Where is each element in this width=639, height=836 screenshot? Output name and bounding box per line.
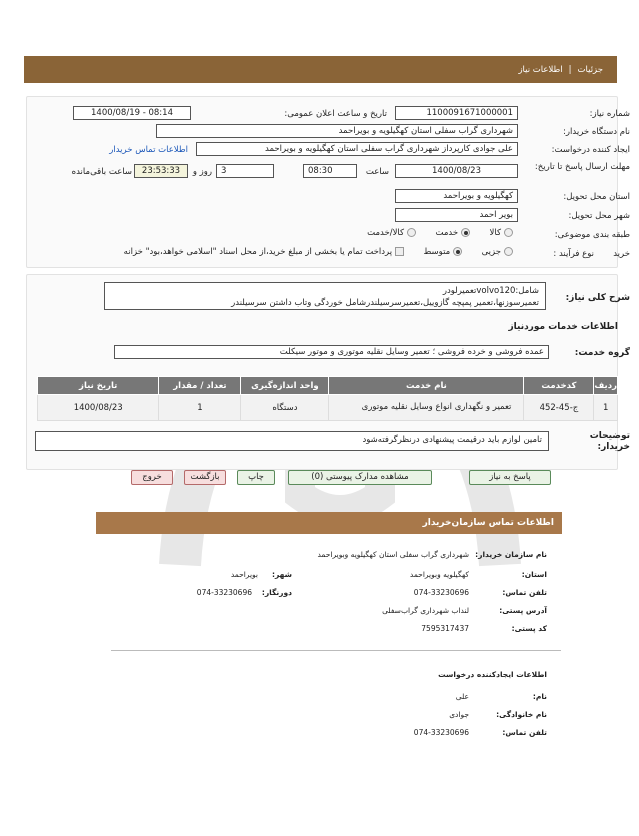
group-field: عمده فروشی و خرده فروشی ؛ تعمیر وسایل نقلیه موتوری و موتور سیکلت <box>114 345 549 359</box>
desc-field <box>104 282 546 310</box>
creator-phone: 074-33230696 <box>413 728 469 737</box>
cat-service-radio[interactable] <box>461 228 470 237</box>
deadline-time-label: ساعت <box>365 167 389 177</box>
contact-province: کهگیلویه وبویراحمد <box>409 570 469 579</box>
contact-phone: 074-33230696 <box>413 588 469 597</box>
contact-divider <box>111 650 561 651</box>
proc-medium-radio[interactable] <box>453 247 462 256</box>
contact-postal: 7595317437 <box>421 624 469 633</box>
tab-need-info[interactable]: اطلاعات نیاز <box>518 64 563 75</box>
need-number-label: شماره نیاز: <box>589 109 630 119</box>
back-button[interactable]: بازگشت <box>184 470 226 485</box>
col-date: تاریخ نیاز <box>38 377 159 395</box>
city-field: بویر احمد <box>395 208 518 222</box>
cat-goods-service-radio[interactable] <box>407 228 416 237</box>
col-row: ردیف <box>594 377 618 395</box>
contact-address-label: آدرس پستی: <box>499 606 547 615</box>
process-label: نوع فرآیند : <box>553 249 594 259</box>
proc-medium-label: متوسط <box>423 247 451 257</box>
cell-unit: دستگاه <box>241 395 329 421</box>
category-options <box>367 228 513 238</box>
announce-label: تاریخ و ساعت اعلان عمومی: <box>284 109 387 119</box>
cell-date: 1400/08/23 <box>38 395 159 421</box>
tab-details[interactable]: جزئیات <box>577 64 603 75</box>
contact-fax: 074-33230696 <box>196 588 252 597</box>
city-label: شهر محل تحویل: <box>568 211 630 221</box>
reply-button[interactable]: پاسخ به نیاز <box>469 470 551 485</box>
creator-first: علی <box>455 692 469 701</box>
desc-line-2: تعمیرسوزنها،تعمیر پمپچه گازوییل،تعمیرسرسیلندرشامل خوردگی وتاب داشتن سرسیلندر <box>231 298 539 308</box>
creator-last-label: نام خانوادگی: <box>496 710 547 719</box>
category-label: طبقه بندی موضوعی: <box>554 230 630 240</box>
contact-city-label: شهر: <box>272 570 292 579</box>
contact-org: شهرداری گراب سفلی استان کهگیلویه وبویراحمد <box>317 550 469 559</box>
contact-phone-label: تلفن تماس: <box>502 588 547 597</box>
col-unit: واحد اندازه‌گیری <box>241 377 329 395</box>
contact-fax-label: دورنگار: <box>261 588 292 597</box>
table-header-row <box>38 377 618 395</box>
cell-row: 1 <box>594 395 618 421</box>
proc-small-label: جزیی <box>481 247 501 257</box>
group-label: گروه خدمت: <box>574 348 630 358</box>
buyer-org-label: نام دستگاه خریدار: <box>563 127 630 137</box>
cat-service-label: خدمت <box>435 228 459 238</box>
contact-province-label: استان: <box>521 570 547 579</box>
notes-field: تامین لوازم باید درقیمت پیشنهادی درنظرگرفته‌شود <box>35 431 549 451</box>
announce-field: 1400/08/19 - 08:14 <box>73 106 191 120</box>
col-code: کدخدمت <box>524 377 594 395</box>
creator-last: جوادی <box>449 710 469 719</box>
attachments-button[interactable]: مشاهده مدارک پیوستی (0) <box>288 470 432 485</box>
contact-section-title: اطلاعات تماس سازمان‌خریدار <box>96 512 562 534</box>
desc-label: شرح کلی نیاز: <box>565 293 630 303</box>
top-nav-bar <box>24 56 617 83</box>
cell-name: تعمیر و نگهداری انواع وسایل نقلیه موتوری <box>329 395 524 421</box>
payment-checkbox[interactable] <box>395 247 404 256</box>
nav-separator: | <box>568 64 572 75</box>
contact-city: بویراحمد <box>230 570 258 579</box>
proc-purchase-label: خرید <box>613 249 630 259</box>
items-table-wrap <box>37 376 618 421</box>
col-name: نام خدمت <box>329 377 524 395</box>
buyer-contact-link[interactable]: اطلاعات تماس خریدار <box>109 145 188 155</box>
payment-note: پرداخت تمام یا بخشی از مبلغ خرید،از محل اسناد "اسلامی خواهد،بود" خزانه <box>123 247 393 257</box>
col-qty: تعداد / مقدار <box>159 377 241 395</box>
requester-label: ایجاد کننده درخواست: <box>551 145 630 155</box>
creator-title: اطلاعات ایجادکننده درخواست <box>438 670 547 679</box>
province-label: استان محل تحویل: <box>563 192 630 202</box>
proc-small-radio[interactable] <box>504 247 513 256</box>
cell-code: ج-45-452 <box>524 395 594 421</box>
cat-goods-radio[interactable] <box>504 228 513 237</box>
need-number-field: 1100091671000001 <box>395 106 518 120</box>
contact-address: لنداب شهرداری گراب‌سفلی <box>382 606 469 615</box>
need-info-panel <box>26 96 618 268</box>
table-row <box>38 395 618 421</box>
deadline-time-field: 08:30 <box>303 164 357 178</box>
contact-org-label: نام سازمان خریدار: <box>475 550 547 559</box>
province-field: کهگیلویه و بویراحمد <box>395 189 518 203</box>
remaining-time-field: 23:53:33 <box>134 164 188 178</box>
print-button[interactable]: چاپ <box>237 470 275 485</box>
deadline-label: مهلت ارسال پاسخ تا تاریخ: <box>534 162 630 172</box>
deadline-date-field: 1400/08/23 <box>395 164 518 178</box>
days-label: روز و <box>192 167 212 177</box>
exit-button[interactable]: خروج <box>131 470 173 485</box>
items-table <box>37 376 618 421</box>
remaining-label: ساعت باقی‌مانده <box>71 167 132 177</box>
requester-field: علی جوادی کارپرداز شهرداری گراب سفلی استان کهگیلویه و بویراحمد <box>196 142 518 156</box>
cell-qty: 1 <box>159 395 241 421</box>
services-title: اطلاعات خدمات موردنیاز <box>508 322 618 332</box>
buyer-org-field: شهرداری گراب سفلی استان کهگیلویه و بویراحمد <box>156 124 518 138</box>
cat-goods-label: کالا <box>489 228 501 238</box>
process-options <box>124 247 513 257</box>
cat-goods-service-label: کالا/خدمت <box>367 228 405 238</box>
creator-phone-label: تلفن تماس: <box>502 728 547 737</box>
creator-first-label: نام: <box>532 692 547 701</box>
desc-line-1: شامل:volvo120تعمیرلودر <box>442 286 539 296</box>
contact-postal-label: کد پستی: <box>511 624 547 633</box>
notes-label: توضیحات خریدار: <box>589 431 630 452</box>
days-field: 3 <box>216 164 274 178</box>
